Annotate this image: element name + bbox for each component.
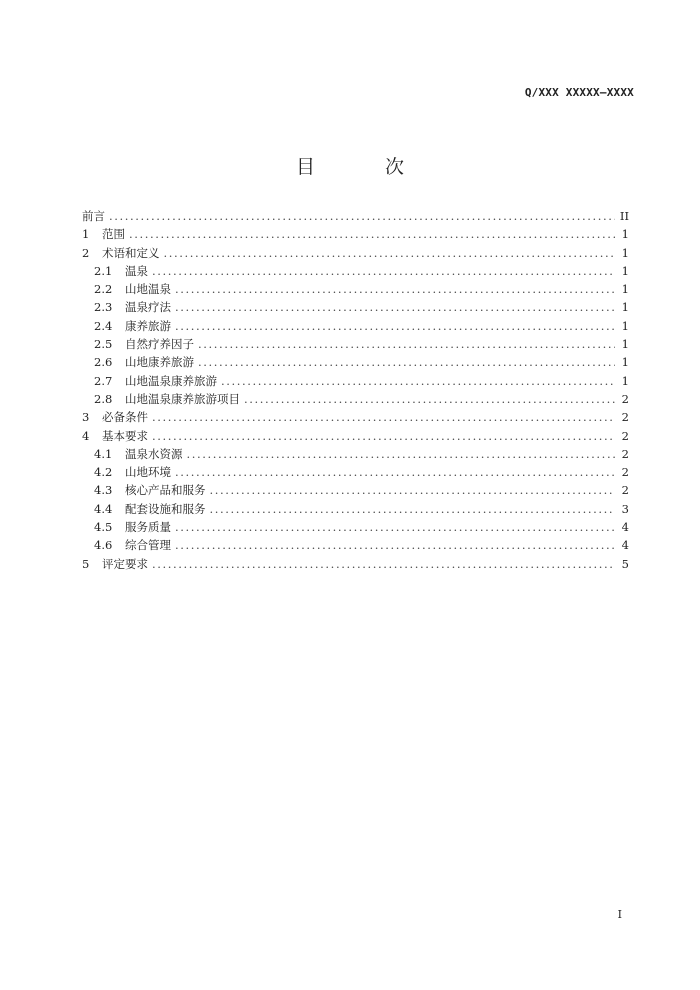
toc-entry[interactable]: [82, 463, 629, 481]
dot-leader: [152, 408, 615, 426]
toc-entry-page: 1: [621, 373, 629, 388]
toc-entry-page: 2: [621, 410, 629, 425]
toc-entry-number: 2.8: [94, 391, 113, 406]
dot-leader: [152, 262, 615, 280]
toc-entry-number: 4.5: [94, 520, 113, 535]
dot-leader: [175, 298, 615, 316]
toc-entry-page: 5: [621, 556, 629, 571]
toc-entry-page: 2: [621, 483, 629, 498]
toc-entry-title: 基本要求: [102, 428, 148, 443]
toc-entry[interactable]: [82, 536, 629, 554]
toc-entry-number: 2.2: [94, 282, 113, 297]
toc-entry[interactable]: [82, 280, 629, 298]
toc-entry-number: 4.2: [94, 465, 113, 480]
toc-entry-title: 前言: [82, 209, 105, 223]
toc-entry[interactable]: [82, 427, 629, 445]
dot-leader: [175, 463, 615, 481]
toc-entry-page: 2: [621, 446, 629, 461]
toc-entry-page: 1: [621, 355, 629, 370]
toc-entry-number: 4.4: [94, 501, 113, 516]
toc-entry-title: 山地温泉: [125, 282, 171, 297]
toc-entry-title: 温泉水资源: [125, 446, 183, 461]
toc-entry[interactable]: [82, 317, 629, 335]
dot-leader: [129, 225, 615, 243]
dot-leader: [109, 207, 615, 225]
toc-entry[interactable]: [82, 244, 629, 262]
toc-entry-page: 4: [621, 520, 629, 535]
dot-leader: [152, 427, 615, 445]
toc-entry-number: 4: [82, 428, 90, 443]
toc-entry-number: 2.5: [94, 337, 113, 352]
dot-leader: [175, 280, 615, 298]
toc-entry[interactable]: [82, 408, 629, 426]
toc-entry-number: 2.6: [94, 355, 113, 370]
toc-entry-page: 1: [621, 227, 629, 242]
toc-entry-page: 1: [621, 245, 629, 260]
toc-entry[interactable]: [82, 555, 629, 573]
toc-entry[interactable]: [82, 298, 629, 316]
toc-entry-title: 康养旅游: [125, 318, 171, 333]
toc-entry[interactable]: [82, 481, 629, 499]
dot-leader: [198, 335, 615, 353]
toc-entry-page: 1: [621, 318, 629, 333]
toc-entry-title: 术语和定义: [102, 245, 160, 260]
toc-entry-number: 5: [82, 556, 90, 571]
toc-entry-page: 2: [621, 428, 629, 443]
toc-entry-title: 山地康养旅游: [125, 355, 194, 370]
toc-entry-number: 4.1: [94, 446, 113, 461]
toc-entry-number: 2.4: [94, 318, 113, 333]
toc-entry-page: 1: [621, 337, 629, 352]
dot-leader: [210, 481, 616, 499]
dot-leader: [152, 555, 615, 573]
page-number: I: [617, 908, 622, 921]
toc-entry-title: 温泉疗法: [125, 300, 171, 315]
toc-entry-number: 4.6: [94, 538, 113, 553]
toc-entry-page: 2: [621, 391, 629, 406]
dot-leader: [175, 317, 615, 335]
toc-entry[interactable]: [82, 262, 629, 280]
dot-leader: [175, 536, 615, 554]
toc-entry[interactable]: [82, 207, 629, 225]
toc-entry-number: 1: [82, 227, 90, 242]
toc-entry-number: 2: [82, 245, 90, 260]
toc-entry-title: 山地温泉康养旅游项目: [125, 391, 240, 406]
standard-code: Q/XXX XXXXX—XXXX: [524, 86, 634, 99]
toc-entry-page: 3: [621, 501, 629, 516]
toc-entry-number: 4.3: [94, 483, 113, 498]
toc-entry-number: 3: [82, 410, 90, 425]
toc-entry-title: 综合管理: [125, 538, 171, 553]
toc-entry[interactable]: [82, 225, 629, 243]
page-title: 目 次: [295, 156, 437, 178]
toc-entry-page: 4: [621, 538, 629, 553]
toc-entry-page: 1: [621, 282, 629, 297]
toc-entry-title: 核心产品和服务: [125, 483, 206, 498]
dot-leader: [244, 390, 615, 408]
toc-entry-title: 配套设施和服务: [125, 501, 206, 516]
toc-entry-page: II: [619, 209, 629, 223]
dot-leader: [221, 372, 615, 390]
toc-entry[interactable]: [82, 500, 629, 518]
table-of-contents: [82, 207, 629, 573]
dot-leader: [187, 445, 616, 463]
toc-entry[interactable]: [82, 335, 629, 353]
dot-leader: [175, 518, 615, 536]
dot-leader: [164, 244, 616, 262]
toc-entry-title: 自然疗养因子: [125, 337, 194, 352]
dot-leader: [198, 353, 615, 371]
toc-entry-page: 2: [621, 465, 629, 480]
toc-entry-number: 2.3: [94, 300, 113, 315]
toc-entry-title: 山地环境: [125, 465, 171, 480]
toc-entry-page: 1: [621, 300, 629, 315]
toc-entry-title: 山地温泉康养旅游: [125, 373, 217, 388]
dot-leader: [210, 500, 616, 518]
toc-entry-number: 2.7: [94, 373, 113, 388]
toc-entry[interactable]: [82, 372, 629, 390]
toc-entry[interactable]: [82, 518, 629, 536]
toc-entry-title: 温泉: [125, 263, 148, 278]
toc-entry-title: 服务质量: [125, 520, 171, 535]
toc-entry-title: 必备条件: [102, 410, 148, 425]
toc-entry[interactable]: [82, 445, 629, 463]
toc-entry[interactable]: [82, 353, 629, 371]
toc-entry[interactable]: [82, 390, 629, 408]
toc-entry-number: 2.1: [94, 263, 113, 278]
toc-entry-title: 评定要求: [102, 556, 148, 571]
toc-entry-title: 范围: [102, 227, 125, 242]
toc-entry-page: 1: [621, 263, 629, 278]
